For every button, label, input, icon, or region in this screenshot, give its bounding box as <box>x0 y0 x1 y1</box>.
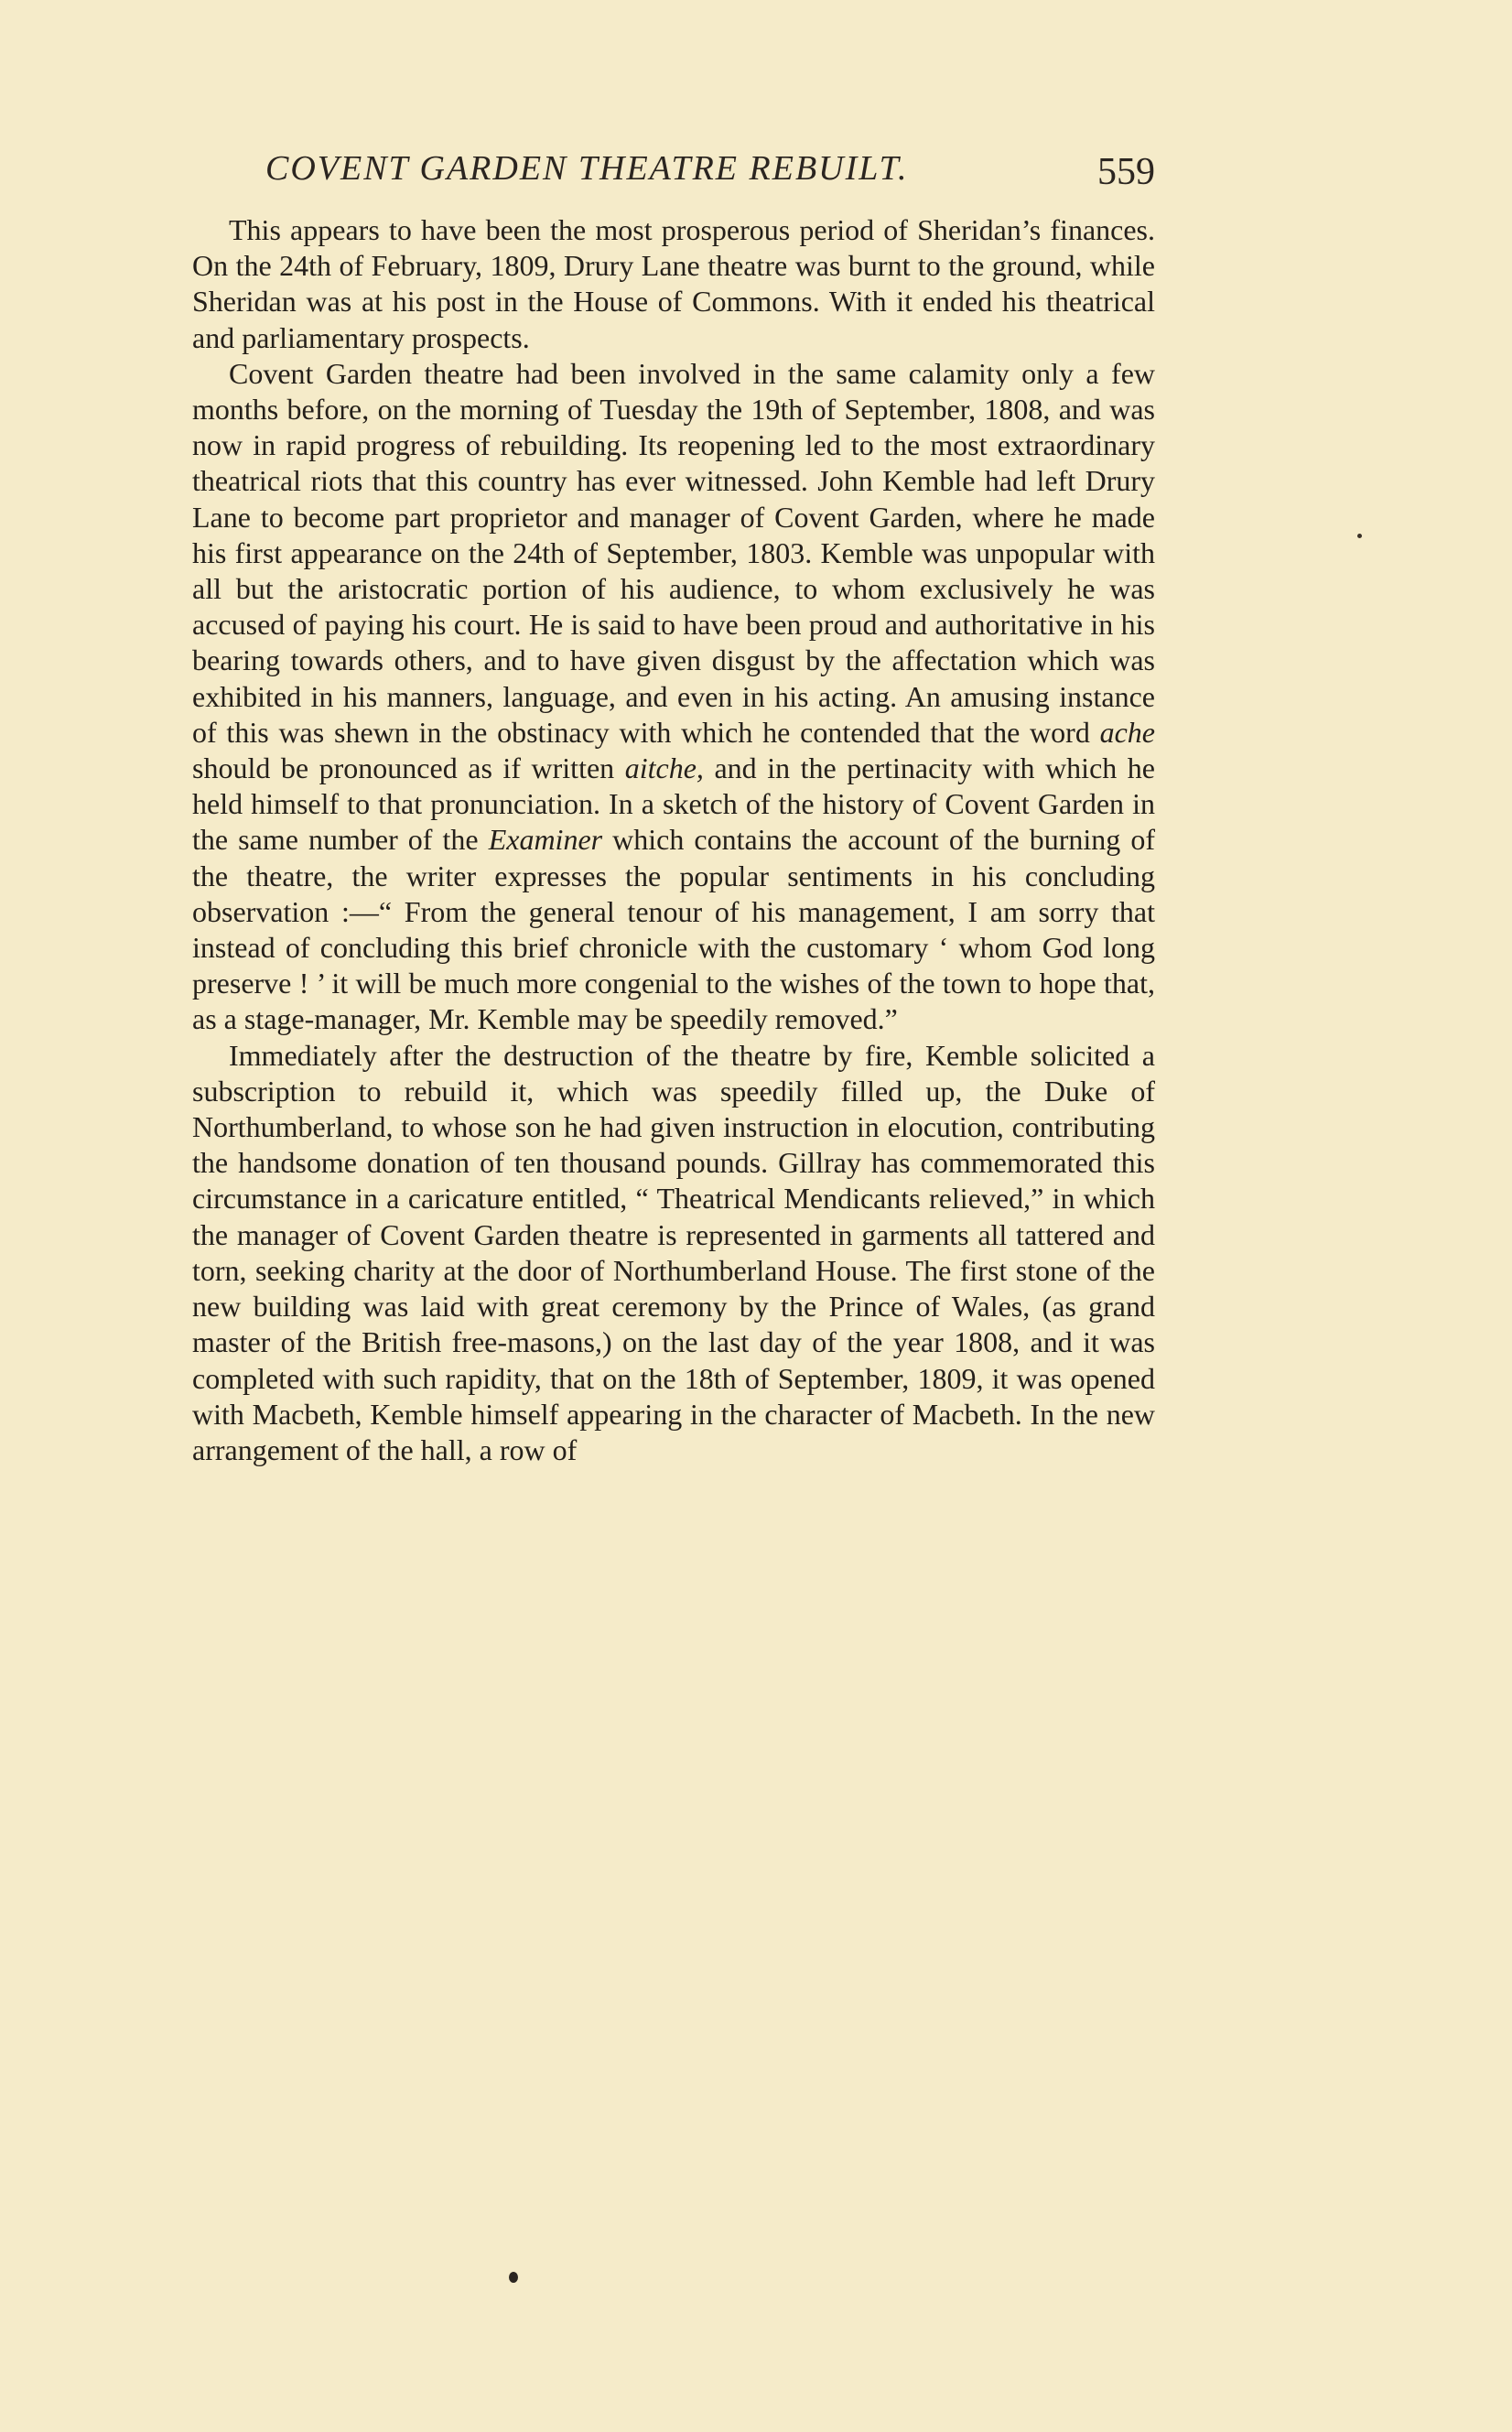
running-head: COVENT GARDEN THEATRE REBUILT. <box>265 149 909 188</box>
paragraph-2 <box>192 356 1155 1038</box>
ink-dot <box>509 2272 518 2283</box>
margin-speck <box>1357 534 1362 538</box>
italic-word-aitche: aitche, <box>624 751 704 785</box>
paragraph-2-text-d: which contains the account of the burning of the theatre, the writer expresses the popular sentiments in his concluding observation :—“ From the general tenour of his management, I am sorry that instead of concluding this brief chronicle with the customary ‘ whom God long preserve ! ’ it will be much more congenial to the wishes of the town to hope that, as a stage-manager, Mr. Kemble may be speedily removed.” <box>192 823 1156 1036</box>
paragraph-2-text-a: Covent Garden theatre had been involved in the same calamity only a few months before, on the morning of Tuesday the 19th of September, 1808, and was now in rapid progress of rebuilding. Its reopening led to the most extraordinary theatrical riots that this country has ever witnessed. John Kemble had left Drury Lane to become part proprietor and manager of Covent Garden, where he made his first appearance on the 24th of September, 1803. Kemble was unpopular with all but the aristocratic portion of his audience, to whom exclusively he was accused of paying his court. He is said to have been proud and authoritative in his bearing towards others, and to have given disgust by the affectation which was exhibited in his manners, language, and even in his acting. An amusing instance of this was shewn in the obstinacy with which he contended that the word <box>192 356 1155 749</box>
paragraph-1 <box>192 212 1155 356</box>
body-text <box>192 212 1155 1468</box>
paragraph-3-text: Immediately after the destruction of the theatre by fire, Kemble solicited a subscription to rebuild it, which was speedily filled up, the Duke of Northumberland, to whose son he had given instruction in elocution, contributing the handsome donation of ten thousand pounds. Gillray has commemorated this circumstance in a caricature entitled, “ Theatrical Mendicants relieved,” in which the manager of Covent Garden theatre is represented in garments all tattered and torn, seeking charity at the door of Northumberland House. The first stone of the new building was laid with great ceremony by the Prince of Wales, (as grand master of the British free-masons,) on the last day of the year 1808, and it was completed with such rapidity, that on the 18th of September, 1809, it was opened with Macbeth, Kemble himself appearing in the character of Macbeth. In the new arrangement of the hall, a row of <box>192 1038 1155 1466</box>
paragraph-1-text: This appears to have been the most prosperous period of Sheridan’s finances. On the 24th of February, 1809, Drury Lane theatre was burnt to the ground, while Sheridan was at his post in the House of Commons. With it ended his theatrical and parliamentary prospects. <box>192 213 1155 354</box>
paragraph-3 <box>192 1038 1155 1468</box>
paragraph-2-text-b: should be pronounced as if written <box>192 751 625 785</box>
italic-word-ache: ache <box>1099 715 1155 749</box>
italic-title-examiner: Examiner <box>488 823 603 857</box>
page-number: 559 <box>1097 151 1155 193</box>
page-header <box>265 148 1155 203</box>
paragraph-2-text-c: and in the pertinacity with which he held himself to that pronunciation. In a sketch of the history of Covent Garden in the same number of the <box>192 751 1156 857</box>
